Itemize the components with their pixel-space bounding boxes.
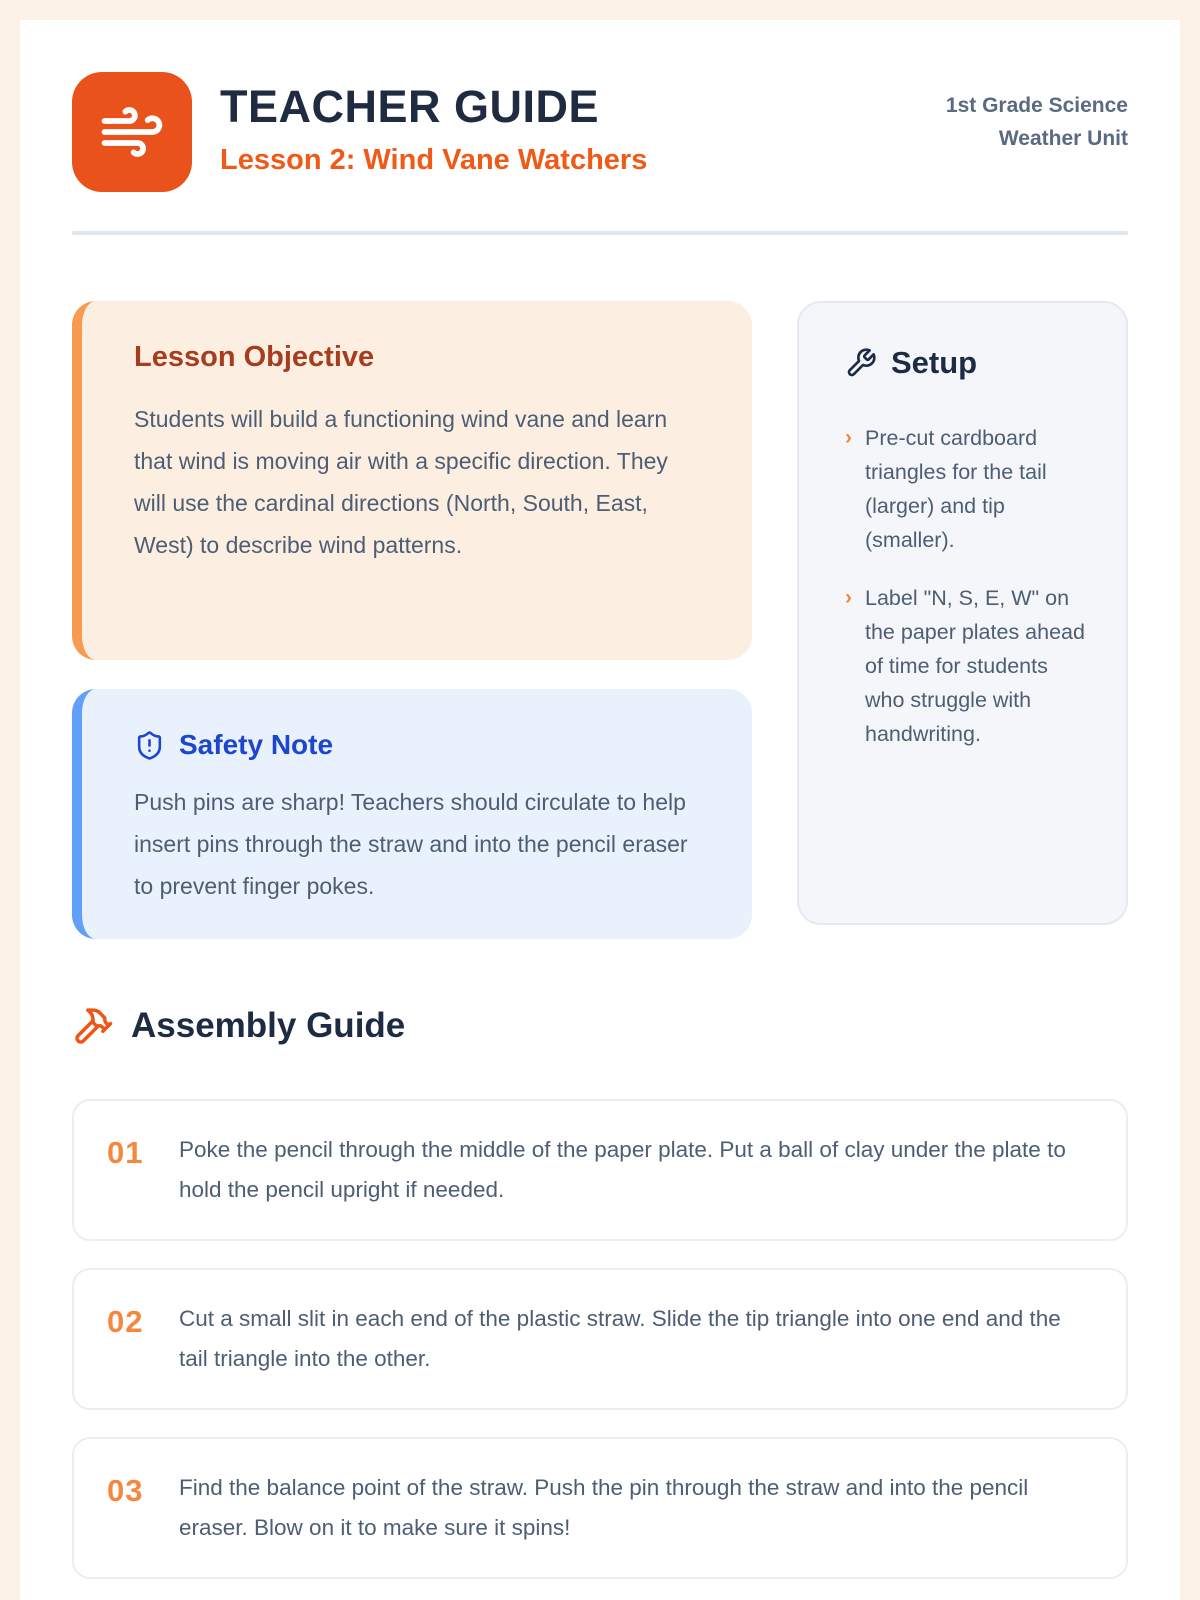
document-sheet <box>20 20 1180 1600</box>
step-text: Cut a small slit in each end of the plastic straw. Slide the tip triangle into one end and the tail triangle into the other. <box>179 1306 1061 1371</box>
lesson-subtitle: Lesson 2: Wind Vane Watchers <box>220 143 648 176</box>
wind-icon <box>99 99 165 165</box>
assembly-step-2 <box>72 1268 1128 1410</box>
step-text: Poke the pencil through the middle of the paper plate. Put a ball of clay under the plate to hold the pencil upright if needed. <box>179 1137 1066 1202</box>
setup-item-text: Label "N, S, E, W" on the paper plates ahead of time for students who struggle with handwriting. <box>865 586 1085 746</box>
lesson-objective-card <box>72 301 752 660</box>
chevron-bullet-icon: › <box>845 426 852 449</box>
step-text: Find the balance point of the straw. Push the pin through the straw and into the pencil eraser. Blow on it to make sure it spins! <box>179 1475 1029 1540</box>
safety-note-card <box>72 689 752 939</box>
step-number: 01 <box>107 1135 144 1170</box>
safety-note-body: Push pins are sharp! Teachers should circulate to help insert pins through the straw and into the pencil eraser to prevent finger pokes. <box>134 789 688 899</box>
shield-alert-icon <box>134 730 165 761</box>
lesson-objective-body: Students will build a functioning wind vane and learn that wind is moving air with a specific direction. They will use the cardinal directions (North, South, East, West) to describe wind patterns. <box>134 406 668 558</box>
wrench-icon <box>845 347 877 379</box>
assembly-step-1 <box>72 1099 1128 1241</box>
setup-title: Setup <box>891 345 978 380</box>
left-column <box>72 301 752 939</box>
page-title: TEACHER GUIDE <box>220 81 600 132</box>
setup-card <box>797 301 1128 925</box>
main-columns <box>72 301 1128 939</box>
assembly-steps <box>72 1099 1128 1579</box>
header-divider <box>72 231 1128 235</box>
setup-list <box>845 421 1090 751</box>
step-number: 02 <box>107 1304 144 1339</box>
assembly-guide-title: Assembly Guide <box>131 1006 406 1045</box>
grade-label: 1st Grade Science <box>945 94 1128 117</box>
header <box>72 72 1128 192</box>
hammer-icon <box>72 1005 114 1047</box>
assembly-guide-header <box>72 1005 1128 1047</box>
setup-list-item <box>845 421 1090 557</box>
chevron-bullet-icon: › <box>845 586 852 609</box>
lesson-objective-title: Lesson Objective <box>134 341 375 373</box>
header-meta <box>946 72 1128 155</box>
wind-icon-badge <box>72 72 192 192</box>
assembly-step-3 <box>72 1437 1128 1579</box>
right-column <box>797 301 1128 939</box>
setup-item-text: Pre-cut cardboard triangles for the tail (larger) and tip (smaller). <box>865 426 1047 552</box>
step-number: 03 <box>107 1473 144 1508</box>
header-titles <box>220 72 647 177</box>
setup-list-item <box>845 581 1090 751</box>
unit-label: Weather Unit <box>998 126 1128 150</box>
safety-note-header <box>134 729 694 761</box>
safety-note-title: Safety Note <box>179 729 334 760</box>
setup-header <box>845 345 1090 381</box>
